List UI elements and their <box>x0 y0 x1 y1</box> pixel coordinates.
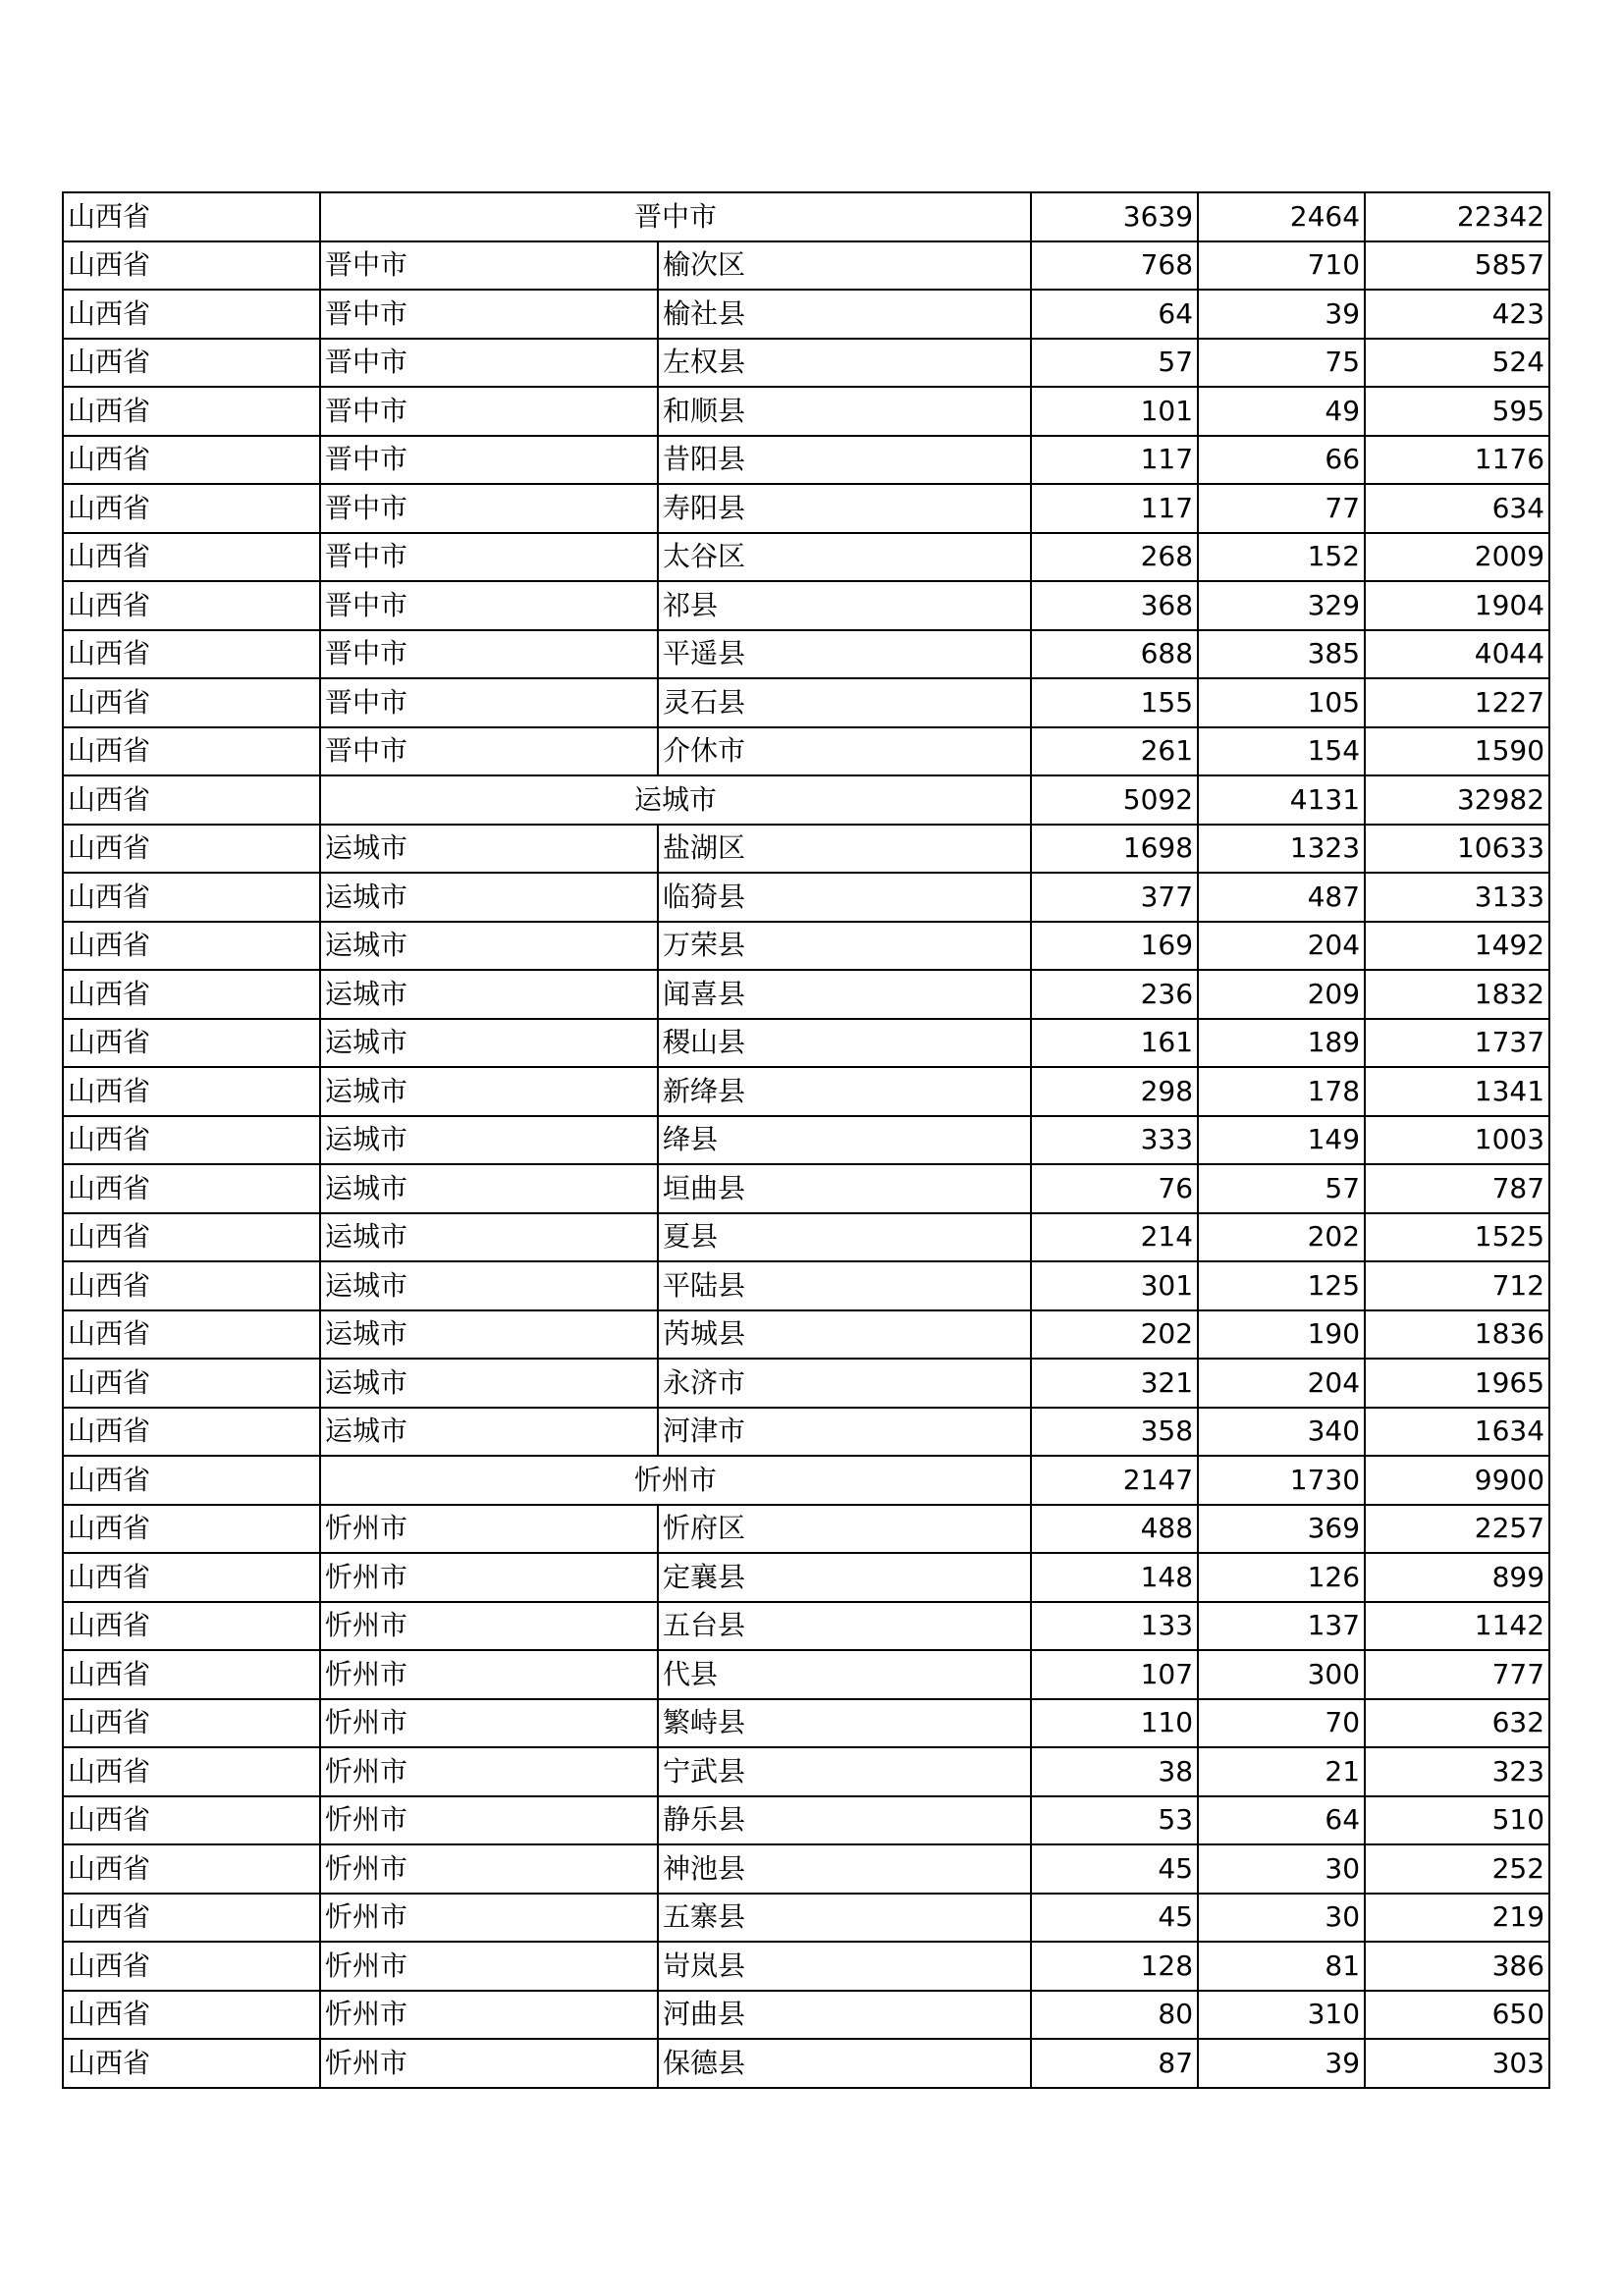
county-cell: 昔阳县 <box>658 436 1031 485</box>
province-cell: 山西省 <box>63 630 320 679</box>
table-row <box>63 484 1549 533</box>
county-cell: 和顺县 <box>658 387 1031 436</box>
value-cell-2: 152 <box>1198 533 1365 582</box>
value-cell-3: 632 <box>1365 1699 1549 1748</box>
value-cell-3: 1836 <box>1365 1310 1549 1360</box>
city-cell: 忻州市 <box>320 1650 658 1699</box>
value-cell-3: 1341 <box>1365 1067 1549 1116</box>
city-cell: 忻州市 <box>320 1747 658 1796</box>
value-cell-3: 9900 <box>1365 1456 1549 1505</box>
province-cell: 山西省 <box>63 1213 320 1262</box>
province-cell: 山西省 <box>63 1067 320 1116</box>
value-cell-1: 87 <box>1031 2039 1198 2088</box>
county-cell: 临猗县 <box>658 873 1031 922</box>
value-cell-3: 303 <box>1365 2039 1549 2088</box>
value-cell-1: 53 <box>1031 1796 1198 1845</box>
county-cell: 平陆县 <box>658 1261 1031 1310</box>
value-cell-3: 5857 <box>1365 241 1549 291</box>
value-cell-3: 2257 <box>1365 1505 1549 1554</box>
value-cell-3: 1590 <box>1365 727 1549 776</box>
value-cell-3: 1525 <box>1365 1213 1549 1262</box>
value-cell-1: 117 <box>1031 436 1198 485</box>
county-cell: 新绛县 <box>658 1067 1031 1116</box>
value-cell-3: 787 <box>1365 1164 1549 1213</box>
table-row <box>63 1505 1549 1554</box>
city-cell: 忻州市 <box>320 1991 658 2040</box>
value-cell-2: 2464 <box>1198 192 1365 241</box>
value-cell-1: 148 <box>1031 1553 1198 1602</box>
province-cell: 山西省 <box>63 1261 320 1310</box>
province-cell: 山西省 <box>63 1894 320 1943</box>
province-cell: 山西省 <box>63 1942 320 1991</box>
province-cell: 山西省 <box>63 922 320 971</box>
value-cell-3: 1832 <box>1365 970 1549 1019</box>
value-cell-2: 21 <box>1198 1747 1365 1796</box>
value-cell-3: 3133 <box>1365 873 1549 922</box>
value-cell-2: 329 <box>1198 581 1365 630</box>
value-cell-1: 261 <box>1031 727 1198 776</box>
county-cell: 灵石县 <box>658 678 1031 727</box>
value-cell-1: 76 <box>1031 1164 1198 1213</box>
value-cell-3: 1176 <box>1365 436 1549 485</box>
table-row <box>63 387 1549 436</box>
value-cell-2: 385 <box>1198 630 1365 679</box>
value-cell-1: 321 <box>1031 1359 1198 1408</box>
value-cell-1: 80 <box>1031 1991 1198 2040</box>
county-cell: 祁县 <box>658 581 1031 630</box>
county-cell: 河曲县 <box>658 1991 1031 2040</box>
county-cell: 垣曲县 <box>658 1164 1031 1213</box>
county-cell: 永济市 <box>658 1359 1031 1408</box>
province-cell: 山西省 <box>63 484 320 533</box>
table-row <box>63 1747 1549 1796</box>
province-cell: 山西省 <box>63 1844 320 1894</box>
county-cell: 五寨县 <box>658 1894 1031 1943</box>
table-row <box>63 1602 1549 1651</box>
county-cell: 绛县 <box>658 1116 1031 1165</box>
city-cell: 忻州市 <box>320 1942 658 1991</box>
value-cell-3: 595 <box>1365 387 1549 436</box>
province-cell: 山西省 <box>63 1650 320 1699</box>
county-cell: 宁武县 <box>658 1747 1031 1796</box>
city-cell: 忻州市 <box>320 1602 658 1651</box>
table-row <box>63 1942 1549 1991</box>
city-cell: 运城市 <box>320 1164 658 1213</box>
value-cell-2: 1323 <box>1198 825 1365 874</box>
value-cell-1: 45 <box>1031 1844 1198 1894</box>
value-cell-2: 1730 <box>1198 1456 1365 1505</box>
county-cell: 保德县 <box>658 2039 1031 2088</box>
city-cell: 运城市 <box>320 775 1031 825</box>
province-cell: 山西省 <box>63 1019 320 1068</box>
table-row <box>63 290 1549 339</box>
value-cell-3: 712 <box>1365 1261 1549 1310</box>
county-cell: 盐湖区 <box>658 825 1031 874</box>
province-cell: 山西省 <box>63 825 320 874</box>
table-row <box>63 970 1549 1019</box>
province-cell: 山西省 <box>63 1456 320 1505</box>
city-cell: 运城市 <box>320 873 658 922</box>
table-row <box>63 1261 1549 1310</box>
value-cell-3: 252 <box>1365 1844 1549 1894</box>
value-cell-2: 310 <box>1198 1991 1365 2040</box>
city-cell: 晋中市 <box>320 581 658 630</box>
province-cell: 山西省 <box>63 192 320 241</box>
value-cell-3: 423 <box>1365 290 1549 339</box>
table-row <box>63 1213 1549 1262</box>
city-cell: 晋中市 <box>320 241 658 291</box>
city-cell: 忻州市 <box>320 1796 658 1845</box>
city-cell: 晋中市 <box>320 678 658 727</box>
province-cell: 山西省 <box>63 873 320 922</box>
province-cell: 山西省 <box>63 1553 320 1602</box>
value-cell-2: 49 <box>1198 387 1365 436</box>
province-cell: 山西省 <box>63 387 320 436</box>
value-cell-2: 710 <box>1198 241 1365 291</box>
value-cell-2: 57 <box>1198 1164 1365 1213</box>
value-cell-3: 1227 <box>1365 678 1549 727</box>
value-cell-3: 1142 <box>1365 1602 1549 1651</box>
table-row <box>63 1991 1549 2040</box>
value-cell-3: 32982 <box>1365 775 1549 825</box>
province-cell: 山西省 <box>63 241 320 291</box>
city-summary-row <box>63 192 1549 241</box>
value-cell-3: 510 <box>1365 1796 1549 1845</box>
value-cell-3: 899 <box>1365 1553 1549 1602</box>
table-row <box>63 1116 1549 1165</box>
county-cell: 平遥县 <box>658 630 1031 679</box>
province-cell: 山西省 <box>63 339 320 388</box>
county-cell: 介休市 <box>658 727 1031 776</box>
value-cell-1: 3639 <box>1031 192 1198 241</box>
value-cell-2: 39 <box>1198 2039 1365 2088</box>
value-cell-3: 1492 <box>1365 922 1549 971</box>
value-cell-2: 126 <box>1198 1553 1365 1602</box>
value-cell-1: 488 <box>1031 1505 1198 1554</box>
value-cell-2: 39 <box>1198 290 1365 339</box>
province-cell: 山西省 <box>63 1747 320 1796</box>
value-cell-2: 204 <box>1198 922 1365 971</box>
city-cell: 晋中市 <box>320 727 658 776</box>
county-cell: 代县 <box>658 1650 1031 1699</box>
table-row <box>63 241 1549 291</box>
city-cell: 晋中市 <box>320 630 658 679</box>
value-cell-1: 107 <box>1031 1650 1198 1699</box>
table-body <box>63 192 1549 2088</box>
value-cell-1: 268 <box>1031 533 1198 582</box>
province-cell: 山西省 <box>63 1699 320 1748</box>
value-cell-1: 133 <box>1031 1602 1198 1651</box>
table-row <box>63 1844 1549 1894</box>
province-cell: 山西省 <box>63 581 320 630</box>
city-cell: 忻州市 <box>320 1456 1031 1505</box>
value-cell-2: 66 <box>1198 436 1365 485</box>
city-cell: 运城市 <box>320 1116 658 1165</box>
city-cell: 运城市 <box>320 970 658 1019</box>
province-cell: 山西省 <box>63 1116 320 1165</box>
province-cell: 山西省 <box>63 1602 320 1651</box>
county-cell: 寿阳县 <box>658 484 1031 533</box>
county-cell: 岢岚县 <box>658 1942 1031 1991</box>
value-cell-1: 301 <box>1031 1261 1198 1310</box>
value-cell-1: 298 <box>1031 1067 1198 1116</box>
county-cell: 五台县 <box>658 1602 1031 1651</box>
value-cell-2: 105 <box>1198 678 1365 727</box>
city-cell: 忻州市 <box>320 1699 658 1748</box>
value-cell-2: 300 <box>1198 1650 1365 1699</box>
value-cell-1: 1698 <box>1031 825 1198 874</box>
value-cell-2: 125 <box>1198 1261 1365 1310</box>
city-cell: 忻州市 <box>320 1844 658 1894</box>
county-cell: 芮城县 <box>658 1310 1031 1360</box>
province-cell: 山西省 <box>63 1505 320 1554</box>
county-cell: 繁峙县 <box>658 1699 1031 1748</box>
county-cell: 万荣县 <box>658 922 1031 971</box>
table-row <box>63 1699 1549 1748</box>
table-row <box>63 630 1549 679</box>
value-cell-2: 487 <box>1198 873 1365 922</box>
table-row <box>63 339 1549 388</box>
table-row <box>63 533 1549 582</box>
city-cell: 晋中市 <box>320 436 658 485</box>
table-row <box>63 873 1549 922</box>
city-cell: 晋中市 <box>320 192 1031 241</box>
value-cell-3: 1634 <box>1365 1408 1549 1457</box>
value-cell-1: 368 <box>1031 581 1198 630</box>
value-cell-2: 209 <box>1198 970 1365 1019</box>
city-cell: 晋中市 <box>320 533 658 582</box>
table-row <box>63 1310 1549 1360</box>
value-cell-3: 650 <box>1365 1991 1549 2040</box>
table-row <box>63 436 1549 485</box>
city-cell: 忻州市 <box>320 1505 658 1554</box>
city-cell: 运城市 <box>320 825 658 874</box>
value-cell-2: 4131 <box>1198 775 1365 825</box>
value-cell-1: 333 <box>1031 1116 1198 1165</box>
value-cell-2: 75 <box>1198 339 1365 388</box>
value-cell-2: 64 <box>1198 1796 1365 1845</box>
value-cell-1: 214 <box>1031 1213 1198 1262</box>
value-cell-1: 5092 <box>1031 775 1198 825</box>
value-cell-3: 10633 <box>1365 825 1549 874</box>
county-cell: 太谷区 <box>658 533 1031 582</box>
province-cell: 山西省 <box>63 1310 320 1360</box>
city-cell: 运城市 <box>320 1310 658 1360</box>
value-cell-2: 202 <box>1198 1213 1365 1262</box>
city-summary-row <box>63 1456 1549 1505</box>
value-cell-2: 340 <box>1198 1408 1365 1457</box>
city-cell: 晋中市 <box>320 484 658 533</box>
value-cell-1: 38 <box>1031 1747 1198 1796</box>
value-cell-1: 155 <box>1031 678 1198 727</box>
table-row <box>63 581 1549 630</box>
value-cell-3: 777 <box>1365 1650 1549 1699</box>
table-row <box>63 1164 1549 1213</box>
value-cell-2: 30 <box>1198 1844 1365 1894</box>
city-cell: 忻州市 <box>320 1553 658 1602</box>
value-cell-3: 1904 <box>1365 581 1549 630</box>
table-row <box>63 1553 1549 1602</box>
value-cell-3: 22342 <box>1365 192 1549 241</box>
city-cell: 运城市 <box>320 1408 658 1457</box>
city-cell: 晋中市 <box>320 387 658 436</box>
county-cell: 夏县 <box>658 1213 1031 1262</box>
value-cell-3: 1965 <box>1365 1359 1549 1408</box>
city-cell: 忻州市 <box>320 2039 658 2088</box>
city-cell: 运城市 <box>320 922 658 971</box>
value-cell-1: 358 <box>1031 1408 1198 1457</box>
province-cell: 山西省 <box>63 1164 320 1213</box>
value-cell-2: 70 <box>1198 1699 1365 1748</box>
county-cell: 闻喜县 <box>658 970 1031 1019</box>
county-cell: 榆社县 <box>658 290 1031 339</box>
value-cell-2: 154 <box>1198 727 1365 776</box>
value-cell-2: 137 <box>1198 1602 1365 1651</box>
value-cell-1: 236 <box>1031 970 1198 1019</box>
value-cell-3: 1737 <box>1365 1019 1549 1068</box>
table-row <box>63 1650 1549 1699</box>
statistics-table <box>62 191 1550 2089</box>
county-cell: 河津市 <box>658 1408 1031 1457</box>
province-cell: 山西省 <box>63 970 320 1019</box>
value-cell-1: 117 <box>1031 484 1198 533</box>
value-cell-1: 202 <box>1031 1310 1198 1360</box>
city-cell: 运城市 <box>320 1213 658 1262</box>
county-cell: 静乐县 <box>658 1796 1031 1845</box>
table-row <box>63 1067 1549 1116</box>
city-cell: 晋中市 <box>320 339 658 388</box>
city-cell: 运城市 <box>320 1261 658 1310</box>
value-cell-2: 149 <box>1198 1116 1365 1165</box>
province-cell: 山西省 <box>63 1991 320 2040</box>
province-cell: 山西省 <box>63 1796 320 1845</box>
value-cell-1: 377 <box>1031 873 1198 922</box>
value-cell-3: 634 <box>1365 484 1549 533</box>
county-cell: 稷山县 <box>658 1019 1031 1068</box>
table-row <box>63 727 1549 776</box>
table-row <box>63 922 1549 971</box>
city-summary-row <box>63 775 1549 825</box>
value-cell-3: 386 <box>1365 1942 1549 1991</box>
value-cell-3: 2009 <box>1365 533 1549 582</box>
county-cell: 忻府区 <box>658 1505 1031 1554</box>
county-cell: 定襄县 <box>658 1553 1031 1602</box>
province-cell: 山西省 <box>63 678 320 727</box>
value-cell-3: 4044 <box>1365 630 1549 679</box>
value-cell-2: 178 <box>1198 1067 1365 1116</box>
county-cell: 神池县 <box>658 1844 1031 1894</box>
value-cell-2: 189 <box>1198 1019 1365 1068</box>
province-cell: 山西省 <box>63 775 320 825</box>
value-cell-1: 688 <box>1031 630 1198 679</box>
value-cell-2: 77 <box>1198 484 1365 533</box>
province-cell: 山西省 <box>63 436 320 485</box>
value-cell-1: 2147 <box>1031 1456 1198 1505</box>
table-row <box>63 2039 1549 2088</box>
province-cell: 山西省 <box>63 290 320 339</box>
value-cell-1: 110 <box>1031 1699 1198 1748</box>
value-cell-3: 524 <box>1365 339 1549 388</box>
value-cell-1: 57 <box>1031 339 1198 388</box>
city-cell: 忻州市 <box>320 1894 658 1943</box>
value-cell-1: 64 <box>1031 290 1198 339</box>
province-cell: 山西省 <box>63 1359 320 1408</box>
city-cell: 运城市 <box>320 1359 658 1408</box>
value-cell-1: 169 <box>1031 922 1198 971</box>
value-cell-2: 204 <box>1198 1359 1365 1408</box>
table-row <box>63 678 1549 727</box>
table-row <box>63 1359 1549 1408</box>
value-cell-2: 190 <box>1198 1310 1365 1360</box>
value-cell-1: 768 <box>1031 241 1198 291</box>
county-cell: 左权县 <box>658 339 1031 388</box>
province-cell: 山西省 <box>63 533 320 582</box>
value-cell-2: 30 <box>1198 1894 1365 1943</box>
province-cell: 山西省 <box>63 2039 320 2088</box>
value-cell-3: 1003 <box>1365 1116 1549 1165</box>
value-cell-1: 161 <box>1031 1019 1198 1068</box>
value-cell-1: 45 <box>1031 1894 1198 1943</box>
value-cell-1: 128 <box>1031 1942 1198 1991</box>
city-cell: 运城市 <box>320 1019 658 1068</box>
city-cell: 运城市 <box>320 1067 658 1116</box>
province-cell: 山西省 <box>63 1408 320 1457</box>
city-cell: 晋中市 <box>320 290 658 339</box>
value-cell-3: 219 <box>1365 1894 1549 1943</box>
value-cell-2: 369 <box>1198 1505 1365 1554</box>
table-row <box>63 825 1549 874</box>
value-cell-2: 81 <box>1198 1942 1365 1991</box>
table-row <box>63 1796 1549 1845</box>
table-row <box>63 1019 1549 1068</box>
table-row <box>63 1894 1549 1943</box>
table-row <box>63 1408 1549 1457</box>
county-cell: 榆次区 <box>658 241 1031 291</box>
value-cell-1: 101 <box>1031 387 1198 436</box>
province-cell: 山西省 <box>63 727 320 776</box>
value-cell-3: 323 <box>1365 1747 1549 1796</box>
